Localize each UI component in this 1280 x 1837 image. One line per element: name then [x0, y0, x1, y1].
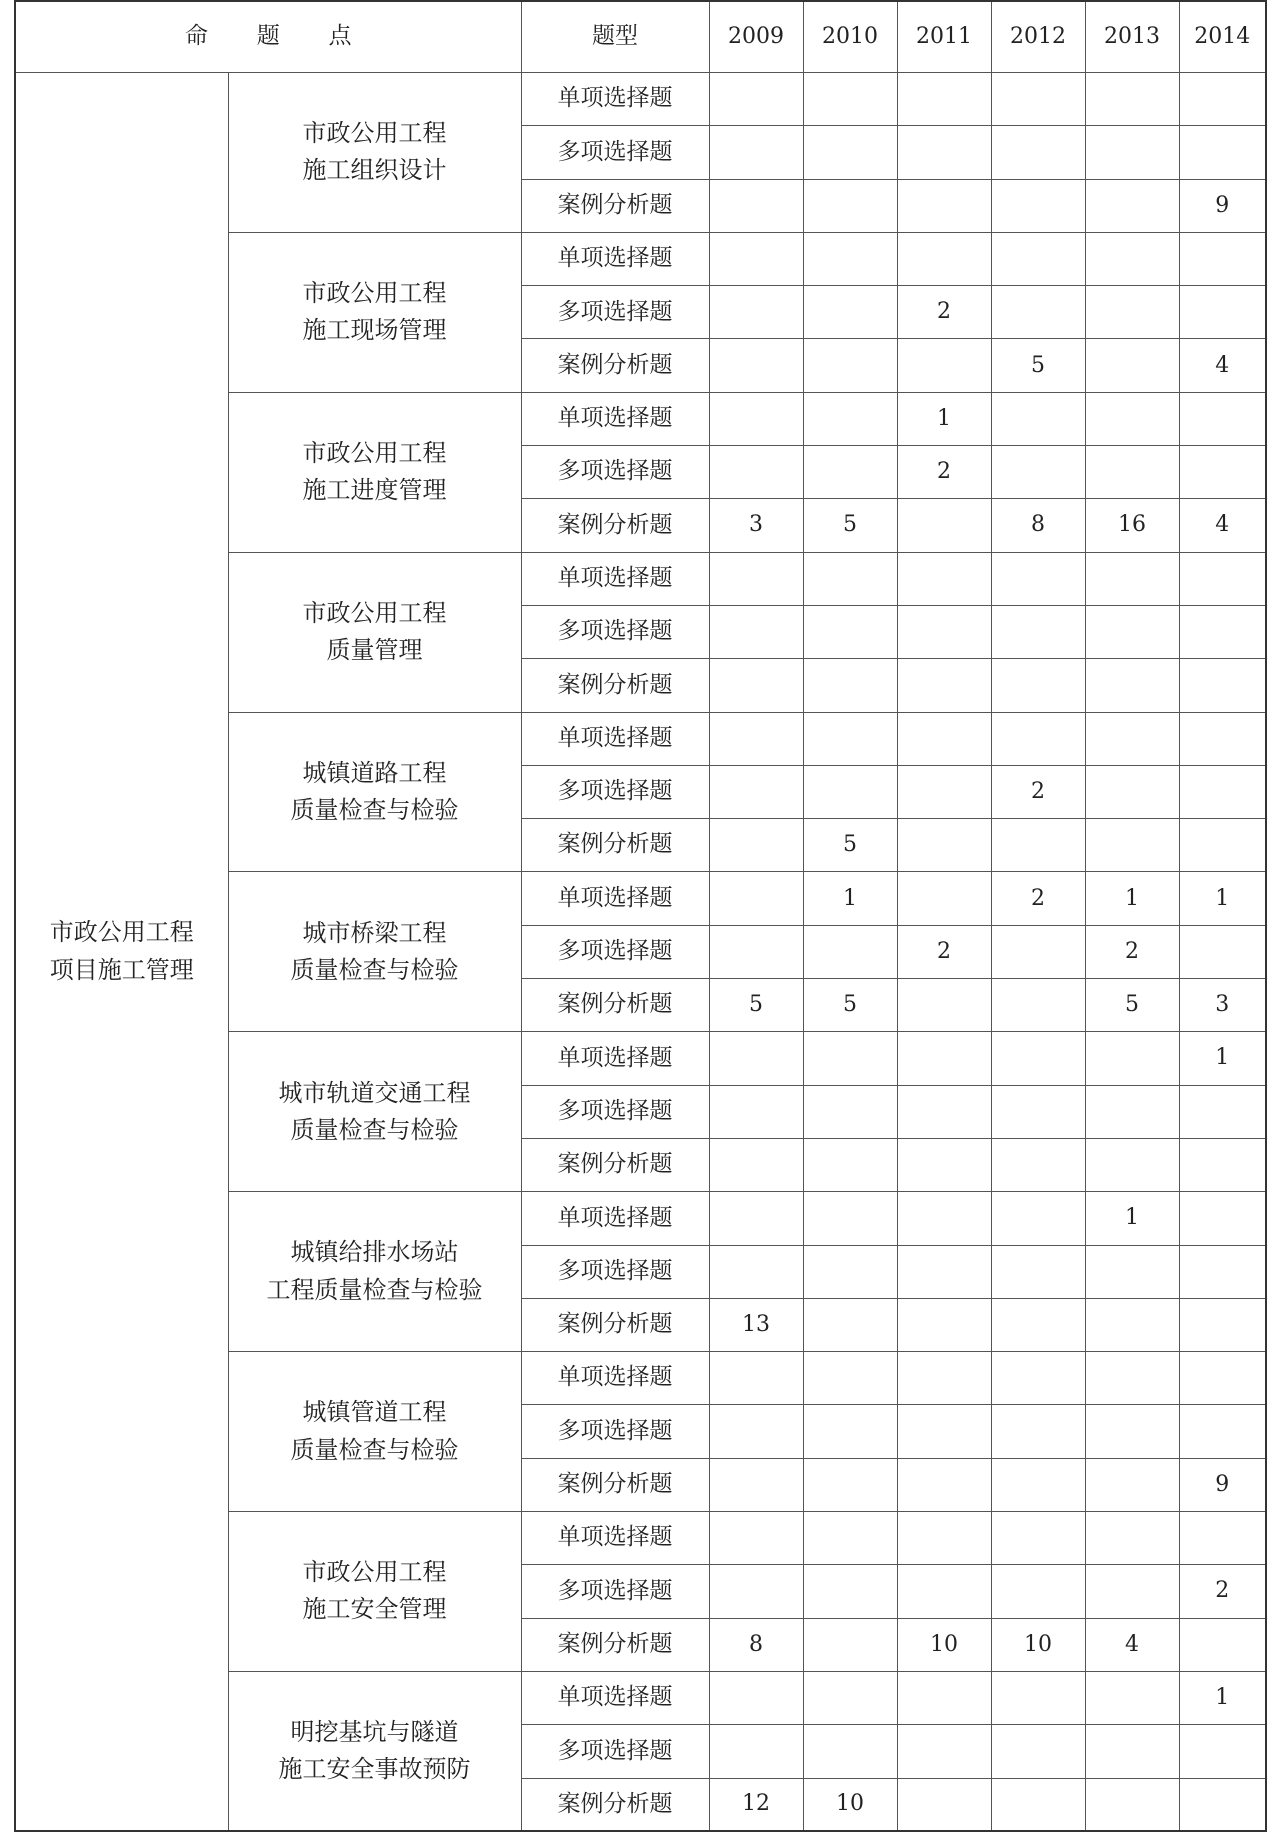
question-type-cell: 单项选择题	[521, 1671, 709, 1724]
score-cell	[1085, 1298, 1179, 1351]
score-cell	[1085, 286, 1179, 339]
topic-cell	[228, 712, 521, 872]
score-cell	[991, 392, 1085, 445]
score-cell	[1085, 232, 1179, 285]
score-cell	[1085, 552, 1179, 605]
score-cell	[1085, 1352, 1179, 1405]
score-cell	[709, 1032, 803, 1085]
score-cell	[897, 1671, 991, 1724]
score-cell	[1179, 765, 1266, 818]
score-cell	[991, 1245, 1085, 1298]
topic-cell	[228, 1352, 521, 1512]
score-cell	[991, 1192, 1085, 1245]
score-cell	[897, 1138, 991, 1191]
score-cell: 2	[1085, 925, 1179, 978]
score-cell	[803, 1192, 897, 1245]
score-cell	[709, 446, 803, 499]
score-cell	[897, 1778, 991, 1831]
score-cell	[1179, 1085, 1266, 1138]
question-type-cell: 案例分析题	[521, 1298, 709, 1351]
score-cell: 10	[897, 1618, 991, 1671]
score-cell: 4	[1179, 499, 1266, 552]
score-cell	[897, 712, 991, 765]
topic-line: 城市桥梁工程	[302, 918, 447, 947]
score-cell	[991, 1725, 1085, 1778]
score-cell	[1179, 1725, 1266, 1778]
score-cell	[709, 605, 803, 658]
category-line: 市政公用工程	[49, 918, 194, 947]
topic-line: 工程质量检查与检验	[266, 1275, 483, 1304]
header-year: 2012	[991, 1, 1085, 73]
score-cell	[1085, 1138, 1179, 1191]
question-type-cell: 案例分析题	[521, 819, 709, 872]
score-cell	[1085, 1778, 1179, 1831]
score-cell	[897, 1352, 991, 1405]
score-cell	[1085, 1512, 1179, 1565]
score-cell	[803, 126, 897, 179]
table-row	[15, 73, 1266, 126]
question-type-cell: 多项选择题	[521, 126, 709, 179]
score-cell	[897, 1512, 991, 1565]
header-year: 2009	[709, 1, 803, 73]
score-cell	[1179, 605, 1266, 658]
score-cell	[709, 1458, 803, 1511]
topic-line: 城镇管道工程	[302, 1398, 447, 1427]
score-cell	[709, 1085, 803, 1138]
score-cell	[803, 392, 897, 445]
score-cell	[1085, 1671, 1179, 1724]
score-cell: 2	[991, 765, 1085, 818]
topic-line: 市政公用工程	[302, 279, 447, 308]
score-cell	[1085, 712, 1179, 765]
score-cell	[709, 1405, 803, 1458]
question-type-cell: 案例分析题	[521, 179, 709, 232]
score-cell	[991, 73, 1085, 126]
score-cell: 8	[991, 499, 1085, 552]
score-cell: 1	[1179, 872, 1266, 925]
score-cell	[709, 179, 803, 232]
score-cell	[803, 232, 897, 285]
score-cell	[803, 1138, 897, 1191]
score-cell	[897, 1085, 991, 1138]
topic-cell	[228, 1512, 521, 1672]
score-cell	[991, 659, 1085, 712]
score-cell	[1085, 1725, 1179, 1778]
score-cell	[1085, 446, 1179, 499]
topic-cell	[228, 872, 521, 1032]
question-type-cell: 单项选择题	[521, 1512, 709, 1565]
score-cell	[709, 339, 803, 392]
score-cell	[1085, 1565, 1179, 1618]
score-cell	[1085, 1405, 1179, 1458]
header-year: 2010	[803, 1, 897, 73]
score-cell	[897, 1298, 991, 1351]
score-cell	[709, 1512, 803, 1565]
header-year: 2014	[1179, 1, 1266, 73]
score-cell	[1085, 605, 1179, 658]
topic-line: 质量检查与检验	[290, 1115, 459, 1144]
score-cell	[803, 339, 897, 392]
header-topic: 命 题 点	[15, 1, 521, 73]
score-cell	[803, 1671, 897, 1724]
topic-line: 质量检查与检验	[290, 796, 459, 824]
question-type-cell: 案例分析题	[521, 1778, 709, 1831]
score-cell	[803, 179, 897, 232]
score-cell	[1085, 1032, 1179, 1085]
score-cell	[803, 1085, 897, 1138]
topic-cell	[228, 392, 521, 552]
question-type-cell: 单项选择题	[521, 1032, 709, 1085]
topic-line: 施工现场管理	[302, 316, 447, 345]
score-cell	[803, 1352, 897, 1405]
score-cell	[803, 446, 897, 499]
score-cell	[803, 659, 897, 712]
score-cell	[709, 712, 803, 765]
score-cell: 5	[991, 339, 1085, 392]
score-cell	[803, 73, 897, 126]
score-cell	[897, 765, 991, 818]
score-cell	[1179, 1618, 1266, 1671]
score-cell	[709, 1565, 803, 1618]
score-cell	[709, 765, 803, 818]
score-cell	[803, 1512, 897, 1565]
question-type-cell: 单项选择题	[521, 73, 709, 126]
score-cell	[1179, 286, 1266, 339]
score-cell	[1179, 392, 1266, 445]
score-cell	[991, 179, 1085, 232]
score-cell: 5	[803, 979, 897, 1032]
score-cell	[803, 1565, 897, 1618]
header-row	[15, 1, 1266, 73]
topic-line: 施工安全事故预防	[278, 1755, 471, 1784]
score-cell	[991, 979, 1085, 1032]
topic-line: 施工组织设计	[302, 156, 447, 185]
topic-cell	[228, 552, 521, 712]
score-cell	[991, 232, 1085, 285]
question-type-cell: 案例分析题	[521, 979, 709, 1032]
score-cell: 5	[803, 499, 897, 552]
category-cell	[15, 73, 228, 1832]
score-cell: 10	[991, 1618, 1085, 1671]
score-cell	[1179, 712, 1266, 765]
score-cell: 3	[709, 499, 803, 552]
score-cell	[897, 819, 991, 872]
score-cell: 1	[1179, 1032, 1266, 1085]
score-cell	[1085, 1458, 1179, 1511]
score-cell	[803, 1618, 897, 1671]
score-cell	[991, 1458, 1085, 1511]
topic-line: 质量检查与检验	[290, 955, 459, 984]
topic-line: 施工安全管理	[302, 1595, 447, 1624]
score-cell	[897, 232, 991, 285]
header-year: 2011	[897, 1, 991, 73]
score-cell	[803, 925, 897, 978]
score-cell	[709, 819, 803, 872]
score-cell	[1085, 765, 1179, 818]
score-cell	[709, 659, 803, 712]
score-cell	[803, 1458, 897, 1511]
score-cell	[991, 925, 1085, 978]
score-cell	[897, 1192, 991, 1245]
score-cell	[1179, 1245, 1266, 1298]
score-cell	[709, 1352, 803, 1405]
score-cell	[991, 1085, 1085, 1138]
score-cell: 8	[709, 1618, 803, 1671]
question-type-cell: 单项选择题	[521, 1352, 709, 1405]
score-cell	[709, 232, 803, 285]
score-cell	[709, 925, 803, 978]
score-cell: 10	[803, 1778, 897, 1831]
topic-cell	[228, 73, 521, 233]
score-cell: 5	[803, 819, 897, 872]
exam-stats-table	[14, 0, 1267, 1832]
score-cell	[1179, 819, 1266, 872]
question-type-cell: 多项选择题	[521, 1405, 709, 1458]
score-cell	[803, 1032, 897, 1085]
score-cell	[991, 126, 1085, 179]
score-cell	[1179, 1405, 1266, 1458]
question-type-cell: 多项选择题	[521, 1565, 709, 1618]
score-cell	[897, 1458, 991, 1511]
score-cell	[1085, 392, 1179, 445]
score-cell	[991, 1138, 1085, 1191]
question-type-cell: 多项选择题	[521, 1085, 709, 1138]
score-cell	[991, 446, 1085, 499]
question-type-cell: 单项选择题	[521, 1192, 709, 1245]
score-cell	[897, 1032, 991, 1085]
score-cell: 2	[991, 872, 1085, 925]
score-cell: 12	[709, 1778, 803, 1831]
topic-line: 市政公用工程	[302, 439, 447, 468]
score-cell	[991, 286, 1085, 339]
score-cell: 2	[897, 446, 991, 499]
question-type-cell: 单项选择题	[521, 392, 709, 445]
score-cell	[803, 1298, 897, 1351]
question-type-cell: 案例分析题	[521, 339, 709, 392]
topic-line: 质量检查与检验	[290, 1435, 459, 1464]
score-cell	[1085, 339, 1179, 392]
score-cell	[709, 872, 803, 925]
score-cell: 1	[1179, 1671, 1266, 1724]
score-cell	[709, 1671, 803, 1724]
topic-line: 市政公用工程	[302, 598, 447, 627]
score-cell	[1179, 1778, 1266, 1831]
score-cell	[1085, 659, 1179, 712]
score-cell	[1179, 1512, 1266, 1565]
score-cell	[1179, 552, 1266, 605]
score-cell	[991, 1512, 1085, 1565]
question-type-cell: 多项选择题	[521, 286, 709, 339]
score-cell	[897, 339, 991, 392]
question-type-cell: 单项选择题	[521, 552, 709, 605]
question-type-cell: 单项选择题	[521, 232, 709, 285]
score-cell: 3	[1179, 979, 1266, 1032]
score-cell: 9	[1179, 1458, 1266, 1511]
question-type-cell: 多项选择题	[521, 925, 709, 978]
score-cell	[897, 499, 991, 552]
question-type-cell: 多项选择题	[521, 605, 709, 658]
score-cell	[1179, 1138, 1266, 1191]
score-cell	[803, 1405, 897, 1458]
score-cell: 2	[897, 286, 991, 339]
score-cell	[1179, 126, 1266, 179]
score-cell	[1085, 819, 1179, 872]
score-cell	[1085, 179, 1179, 232]
topic-line: 城镇给排水场站	[290, 1238, 459, 1267]
score-cell	[709, 1138, 803, 1191]
topic-cell	[228, 1032, 521, 1192]
score-cell: 2	[1179, 1565, 1266, 1618]
table-body	[15, 1, 1266, 1831]
topic-line: 质量管理	[326, 636, 423, 665]
score-cell	[991, 819, 1085, 872]
score-cell: 13	[709, 1298, 803, 1351]
score-cell	[991, 1298, 1085, 1351]
score-cell	[1085, 126, 1179, 179]
score-cell	[709, 392, 803, 445]
score-cell: 1	[803, 872, 897, 925]
score-cell	[803, 765, 897, 818]
question-type-cell: 案例分析题	[521, 1138, 709, 1191]
score-cell: 16	[1085, 499, 1179, 552]
score-cell	[709, 126, 803, 179]
score-cell	[709, 286, 803, 339]
score-cell	[991, 1671, 1085, 1724]
score-cell: 2	[897, 925, 991, 978]
score-cell	[991, 1032, 1085, 1085]
score-cell	[1179, 1298, 1266, 1351]
score-cell	[1179, 1352, 1266, 1405]
score-cell	[897, 1405, 991, 1458]
score-cell	[1179, 925, 1266, 978]
score-cell	[1085, 73, 1179, 126]
topic-line: 市政公用工程	[302, 1558, 447, 1587]
score-cell	[709, 1245, 803, 1298]
score-cell: 4	[1085, 1618, 1179, 1671]
score-cell	[803, 1245, 897, 1298]
score-cell: 4	[1179, 339, 1266, 392]
score-cell	[1179, 1192, 1266, 1245]
topic-cell	[228, 1192, 521, 1352]
category-line: 项目施工管理	[49, 955, 194, 984]
score-cell	[897, 126, 991, 179]
score-cell	[991, 1778, 1085, 1831]
score-cell	[991, 1405, 1085, 1458]
question-type-cell: 案例分析题	[521, 499, 709, 552]
score-cell	[897, 73, 991, 126]
question-type-cell: 单项选择题	[521, 872, 709, 925]
score-cell	[803, 552, 897, 605]
score-cell	[991, 552, 1085, 605]
topic-line: 城市轨道交通工程	[278, 1078, 471, 1107]
question-type-cell: 案例分析题	[521, 1618, 709, 1671]
score-cell	[897, 1245, 991, 1298]
header-type: 题型	[521, 1, 709, 73]
question-type-cell: 多项选择题	[521, 1725, 709, 1778]
topic-cell	[228, 232, 521, 392]
score-cell	[803, 1725, 897, 1778]
score-cell: 9	[1179, 179, 1266, 232]
score-cell	[897, 979, 991, 1032]
score-cell	[991, 712, 1085, 765]
score-cell	[897, 1565, 991, 1618]
score-cell: 1	[1085, 872, 1179, 925]
score-cell	[1179, 73, 1266, 126]
score-cell	[991, 605, 1085, 658]
topic-line: 市政公用工程	[302, 119, 447, 148]
score-cell	[991, 1352, 1085, 1405]
score-cell	[803, 286, 897, 339]
score-cell	[709, 73, 803, 126]
score-cell: 5	[709, 979, 803, 1032]
topic-line: 明挖基坑与隧道	[290, 1717, 459, 1746]
score-cell	[709, 1725, 803, 1778]
score-cell	[803, 712, 897, 765]
score-cell	[1085, 1245, 1179, 1298]
question-type-cell: 案例分析题	[521, 1458, 709, 1511]
exam-stats-table-wrapper	[14, 0, 1265, 1829]
score-cell	[897, 1725, 991, 1778]
topic-line: 城镇道路工程	[302, 758, 447, 787]
score-cell	[709, 1192, 803, 1245]
score-cell	[1179, 446, 1266, 499]
header-year: 2013	[1085, 1, 1179, 73]
score-cell	[1179, 659, 1266, 712]
score-cell	[1179, 232, 1266, 285]
question-type-cell: 多项选择题	[521, 446, 709, 499]
score-cell: 1	[897, 392, 991, 445]
topic-cell	[228, 1671, 521, 1831]
score-cell	[991, 1565, 1085, 1618]
score-cell	[897, 179, 991, 232]
question-type-cell: 多项选择题	[521, 1245, 709, 1298]
score-cell	[897, 552, 991, 605]
question-type-cell: 多项选择题	[521, 765, 709, 818]
topic-line: 施工进度管理	[302, 476, 447, 505]
score-cell: 1	[1085, 1192, 1179, 1245]
question-type-cell: 单项选择题	[521, 712, 709, 765]
score-cell	[709, 552, 803, 605]
score-cell: 5	[1085, 979, 1179, 1032]
score-cell	[803, 605, 897, 658]
score-cell	[897, 872, 991, 925]
score-cell	[897, 605, 991, 658]
score-cell	[897, 659, 991, 712]
question-type-cell: 案例分析题	[521, 659, 709, 712]
score-cell	[1085, 1085, 1179, 1138]
